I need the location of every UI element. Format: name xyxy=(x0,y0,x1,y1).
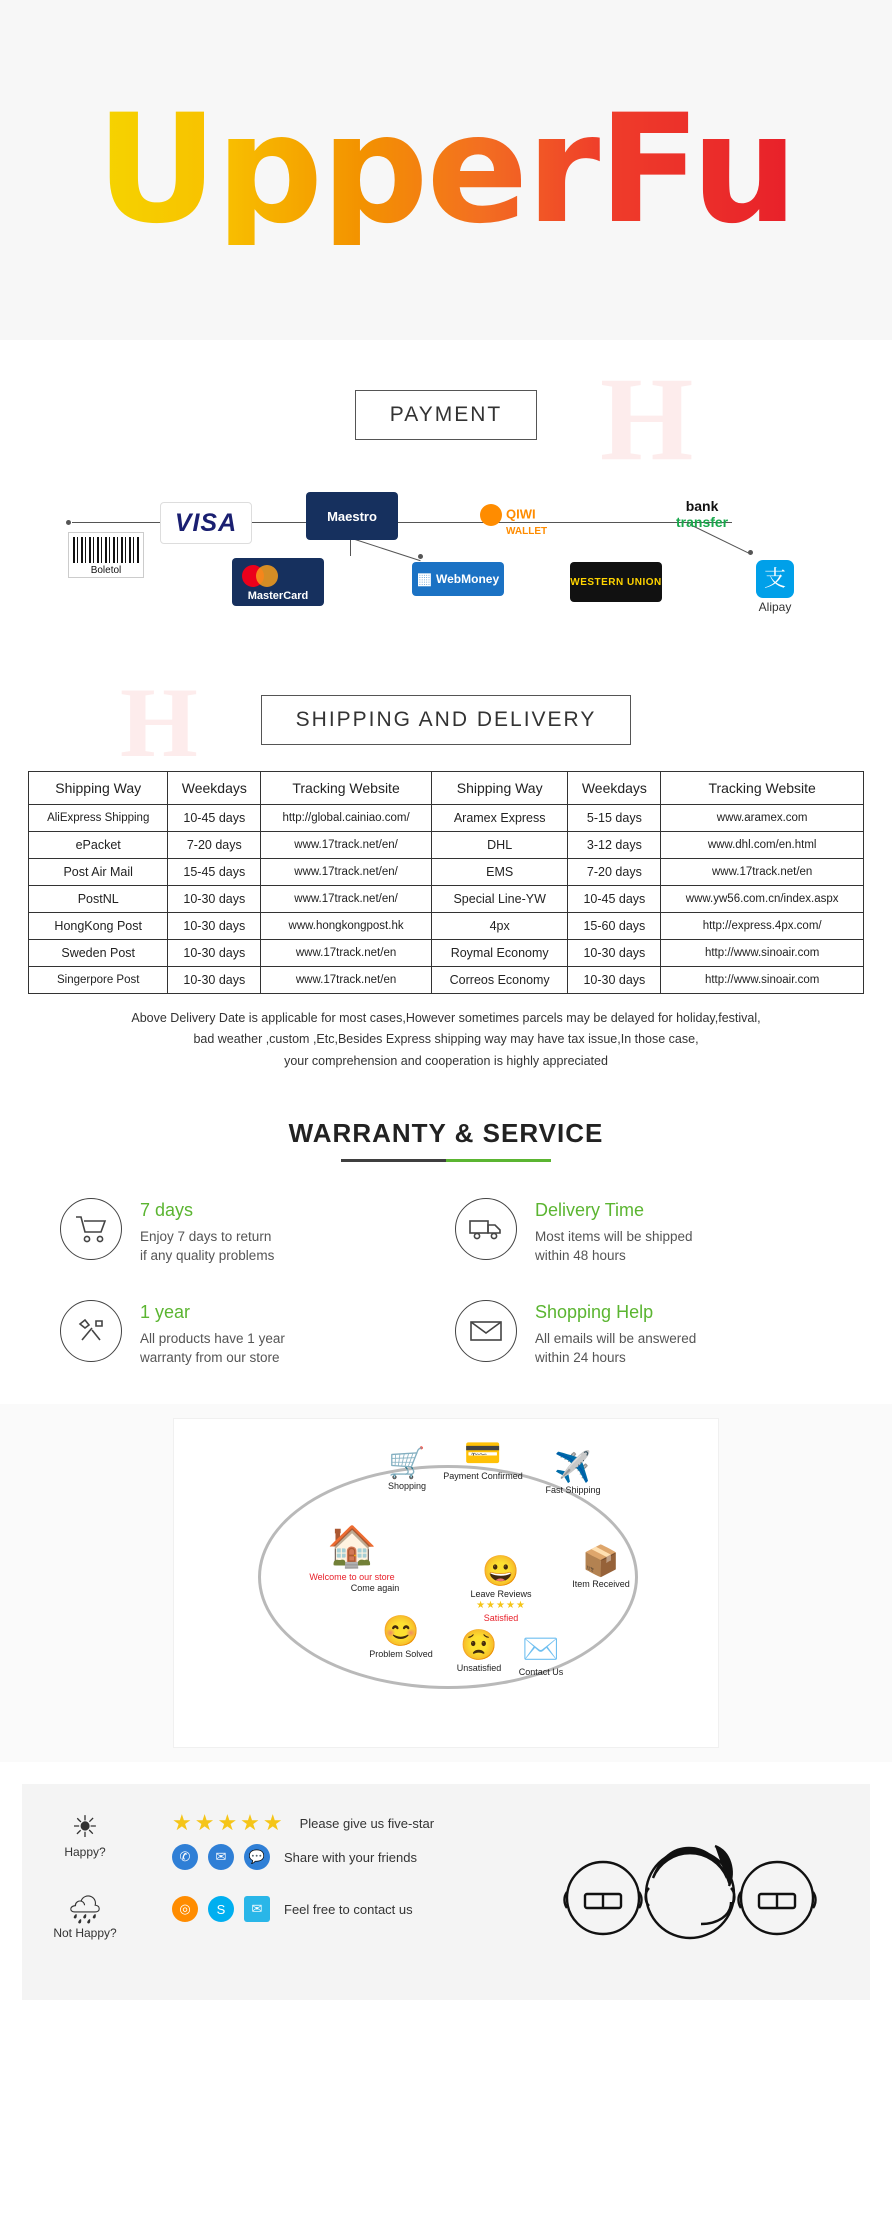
boleto-label: Boletol xyxy=(90,565,122,576)
shipping-table xyxy=(28,771,864,994)
cell-shipping-way: PostNL xyxy=(29,886,168,913)
order-flow-diagram xyxy=(173,1418,719,1748)
column-header: Tracking Website xyxy=(261,772,432,805)
cell-shipping-way: AliExpress Shipping xyxy=(29,805,168,832)
mastercard-logo xyxy=(232,558,324,606)
warranty-line-1: All emails will be answered xyxy=(535,1330,697,1346)
cell-tracking: www.17track.net/en/ xyxy=(261,859,432,886)
flow-label: Come again xyxy=(350,1583,400,1593)
flow-label: Payment Confirmed xyxy=(443,1471,523,1481)
cell-shipping-way: Aramex Express xyxy=(431,805,568,832)
feedback-stars-row xyxy=(172,1810,540,1836)
payment-section xyxy=(0,340,892,655)
truck-icon xyxy=(455,1198,517,1260)
house-icon: 🏠 xyxy=(327,1525,377,1569)
cell-tracking: www.hongkongpost.hk xyxy=(261,913,432,940)
column-header: Shipping Way xyxy=(431,772,568,805)
cell-weekdays: 10-30 days xyxy=(168,940,261,967)
feedback-line-2: Share with your friends xyxy=(284,1849,417,1865)
support-icon-group xyxy=(172,1896,270,1922)
cell-weekdays: 5-15 days xyxy=(568,805,661,832)
trade-manager-icon[interactable]: ◎ xyxy=(172,1896,198,1922)
logo-banner xyxy=(0,0,892,340)
cart-icon: 🛒 xyxy=(388,1447,426,1480)
plane-icon: ✈️ xyxy=(554,1451,592,1484)
flow-node-come-again xyxy=(320,1581,430,1594)
table-row xyxy=(29,832,864,859)
cell-shipping-way: DHL xyxy=(431,832,568,859)
warranty-line-1: Enjoy 7 days to return xyxy=(140,1228,272,1244)
column-header: Weekdays xyxy=(568,772,661,805)
brand-logo: UpperFu xyxy=(95,83,797,257)
smiley-icon: 😀 xyxy=(482,1555,520,1588)
not-happy-label: Not Happy? xyxy=(53,1926,117,1940)
mastercard-label: MasterCard xyxy=(247,590,309,602)
warranty-line-2: warranty from our store xyxy=(140,1350,280,1366)
feedback-contact-row xyxy=(172,1844,540,1870)
cell-tracking: http://express.4px.com/ xyxy=(661,913,864,940)
shipping-title: SHIPPING AND DELIVERY xyxy=(261,695,632,745)
warranty-line-1: All products have 1 year xyxy=(140,1330,285,1346)
maestro-label: Maestro xyxy=(327,508,377,524)
shopping-cart-icon xyxy=(60,1198,122,1260)
chat-icon[interactable]: 💬 xyxy=(244,1844,270,1870)
skype-icon[interactable]: S xyxy=(208,1896,234,1922)
cell-weekdays: 10-30 days xyxy=(568,967,661,994)
cell-shipping-way: Roymal Economy xyxy=(431,940,568,967)
cell-tracking: www.17track.net/en xyxy=(261,967,432,994)
cell-tracking: www.17track.net/en/ xyxy=(261,832,432,859)
bank-transfer-logo xyxy=(676,498,728,530)
cell-weekdays: 15-60 days xyxy=(568,913,661,940)
warranty-grid xyxy=(60,1192,832,1382)
connector-dot xyxy=(66,520,71,525)
customer-service-icon xyxy=(545,1832,835,1952)
payment-bank-transfer xyxy=(676,498,728,530)
payment-alipay xyxy=(740,560,810,614)
western-union-logo: WESTERN UNION xyxy=(570,562,662,602)
cell-shipping-way: 4px xyxy=(431,913,568,940)
happy-face xyxy=(52,1810,118,1859)
cell-weekdays: 10-30 days xyxy=(568,940,661,967)
connector-line xyxy=(352,538,421,561)
qiwi-logo xyxy=(480,504,547,537)
payment-boleto xyxy=(68,532,144,578)
warranty-section xyxy=(0,1082,892,1404)
title-underline xyxy=(341,1159,551,1162)
cell-weekdays: 7-20 days xyxy=(168,832,261,859)
message-icon[interactable]: ✉ xyxy=(244,1896,270,1922)
table-header-row xyxy=(29,772,864,805)
cell-weekdays: 15-45 days xyxy=(168,859,261,886)
flow-node-satisfied xyxy=(446,1611,556,1624)
connector-dot xyxy=(418,554,423,559)
boleto-logo xyxy=(68,532,144,578)
alipay-icon: 支 xyxy=(756,560,794,598)
flow-node-leave-reviews xyxy=(446,1557,556,1611)
warranty-line-2: within 48 hours xyxy=(535,1248,626,1264)
column-header: Shipping Way xyxy=(29,772,168,805)
cell-shipping-way: Special Line-YW xyxy=(431,886,568,913)
not-happy-face xyxy=(52,1893,118,1940)
qiwi-dot-icon xyxy=(480,504,502,526)
cell-shipping-way: Correos Economy xyxy=(431,967,568,994)
table-row xyxy=(29,886,864,913)
warranty-line-2: within 24 hours xyxy=(535,1350,626,1366)
cell-shipping-way: EMS xyxy=(431,859,568,886)
smiley-icon: 😊 xyxy=(382,1615,420,1648)
contact-icon-group xyxy=(172,1844,270,1870)
phone-icon[interactable]: ✆ xyxy=(172,1844,198,1870)
warranty-heading: Delivery Time xyxy=(535,1199,645,1220)
rating-stars: ★★★★★ xyxy=(476,1599,526,1611)
flow-label: Item Received xyxy=(572,1579,630,1589)
payment-mastercard xyxy=(232,558,324,606)
tools-icon xyxy=(60,1300,122,1362)
warranty-line-1: Most items will be shipped xyxy=(535,1228,693,1244)
cell-shipping-way: ePacket xyxy=(29,832,168,859)
cell-shipping-way: Singerpore Post xyxy=(29,967,168,994)
flow-label: Satisfied xyxy=(483,1613,519,1623)
feedback-grid xyxy=(52,1810,840,1974)
cell-weekdays: 10-45 days xyxy=(168,805,261,832)
bank-label: bank xyxy=(685,498,719,514)
note-line-2: bad weather ,custom ,Etc,Besides Express shipping way may have tax issue,In those case, xyxy=(193,1032,699,1047)
flow-node-problem-solved xyxy=(346,1617,456,1660)
flow-node-welcome xyxy=(282,1523,422,1583)
webmoney-label: WebMoney xyxy=(436,572,500,586)
column-header: Tracking Website xyxy=(661,772,864,805)
cell-weekdays: 7-20 days xyxy=(568,859,661,886)
feedback-faces xyxy=(52,1810,172,1974)
cell-tracking: http://www.sinoair.com xyxy=(661,967,864,994)
cell-shipping-way: Post Air Mail xyxy=(29,859,168,886)
envelope-icon xyxy=(455,1300,517,1362)
payment-western-union xyxy=(570,562,662,602)
flow-label: Problem Solved xyxy=(369,1649,433,1659)
note-line-3: your comprehension and cooperation is highly appreciated xyxy=(284,1053,608,1068)
warranty-heading: 1 year xyxy=(140,1301,191,1322)
cell-tracking: http://global.cainiao.com/ xyxy=(261,805,432,832)
feedback-happy-row xyxy=(52,1810,172,1859)
shipping-section xyxy=(0,655,892,1082)
cell-tracking: www.17track.net/en/ xyxy=(261,886,432,913)
flow-label: Unsatisfied xyxy=(456,1663,502,1673)
table-row xyxy=(29,859,864,886)
connector-dot xyxy=(748,550,753,555)
warranty-item-delivery xyxy=(455,1192,832,1280)
cell-tracking: www.dhl.com/en.html xyxy=(661,832,864,859)
cell-tracking: www.aramex.com xyxy=(661,805,864,832)
feedback-line-1: Please give us five-star xyxy=(299,1815,435,1831)
warranty-item-one-year xyxy=(60,1294,437,1382)
table-row xyxy=(29,967,864,994)
transfer-label: transfer xyxy=(676,514,729,530)
column-header: Weekdays xyxy=(168,772,261,805)
cards-icon: 💳 xyxy=(464,1437,502,1470)
shipping-note xyxy=(46,1008,846,1072)
cell-shipping-way: HongKong Post xyxy=(29,913,168,940)
watermark-decoration: H xyxy=(120,667,198,778)
sun-icon: ☀ xyxy=(71,1811,99,1844)
feedback-messages xyxy=(172,1810,540,1974)
cell-tracking: http://www.sinoair.com xyxy=(661,940,864,967)
table-row xyxy=(29,913,864,940)
cell-tracking: www.17track.net/en xyxy=(261,940,432,967)
qiwi-sublabel: WALLET xyxy=(506,526,548,537)
barcode-icon xyxy=(73,537,139,563)
flow-label: Contact Us xyxy=(518,1667,564,1677)
cell-weekdays: 10-30 days xyxy=(168,967,261,994)
feedback-line-3: Feel free to contact us xyxy=(284,1901,413,1917)
note-line-1: Above Delivery Date is applicable for most cases,However sometimes parcels may be delayed for holiday,festival, xyxy=(131,1011,761,1025)
warranty-heading: Shopping Help xyxy=(535,1301,654,1322)
payment-visa xyxy=(160,502,252,544)
sad-icon: 😟 xyxy=(460,1629,498,1662)
flow-label: Welcome to our store xyxy=(309,1572,395,1582)
mail-icon: ✉️ xyxy=(522,1633,560,1666)
warranty-item-shopping-help xyxy=(455,1294,832,1382)
cell-weekdays: 10-30 days xyxy=(168,913,261,940)
cell-tracking: www.yw56.com.cn/index.aspx xyxy=(661,886,864,913)
feedback-support-row xyxy=(172,1896,540,1922)
watermark-decoration: H xyxy=(600,352,694,485)
rain-cloud-icon: 🌧 xyxy=(67,1894,103,1925)
support-team-illustration xyxy=(540,1810,840,1974)
five-star-rating: ★★★★★ xyxy=(172,1810,286,1835)
envelope-icon[interactable]: ✉ xyxy=(208,1844,234,1870)
flow-label: Shopping xyxy=(387,1481,427,1491)
visa-logo: VISA xyxy=(160,502,252,544)
table-row xyxy=(29,940,864,967)
order-flow-section xyxy=(0,1404,892,1762)
payment-title: PAYMENT xyxy=(355,390,537,440)
payment-qiwi xyxy=(480,504,547,537)
alipay-label: Alipay xyxy=(758,600,792,614)
maestro-logo xyxy=(306,492,398,540)
flow-node-contact-us xyxy=(486,1635,596,1678)
cell-weekdays: 10-30 days xyxy=(168,886,261,913)
qiwi-label: QIWI xyxy=(506,506,536,522)
webmoney-logo: ▦ WebMoney xyxy=(412,562,504,596)
parcel-icon: 📦 xyxy=(582,1545,620,1578)
cell-tracking: www.17track.net/en xyxy=(661,859,864,886)
table-row xyxy=(29,805,864,832)
warranty-item-return xyxy=(60,1192,437,1280)
payment-webmoney xyxy=(412,562,504,596)
warranty-line-2: if any quality problems xyxy=(140,1248,275,1264)
feedback-not-happy-row xyxy=(52,1893,172,1940)
payment-logos xyxy=(0,470,892,635)
warranty-heading: 7 days xyxy=(140,1199,194,1220)
happy-label: Happy? xyxy=(64,1845,106,1859)
flow-label: Leave Reviews xyxy=(470,1589,532,1599)
payment-maestro xyxy=(306,492,398,540)
flow-node-fast-shipping xyxy=(518,1453,628,1496)
warranty-title: WARRANTY & SERVICE xyxy=(288,1117,604,1148)
cell-weekdays: 3-12 days xyxy=(568,832,661,859)
feedback-section xyxy=(22,1784,870,2000)
cell-weekdays: 10-45 days xyxy=(568,886,661,913)
flow-node-item-received xyxy=(546,1547,656,1590)
flow-label: Fast Shipping xyxy=(545,1485,601,1495)
cell-shipping-way: Sweden Post xyxy=(29,940,168,967)
